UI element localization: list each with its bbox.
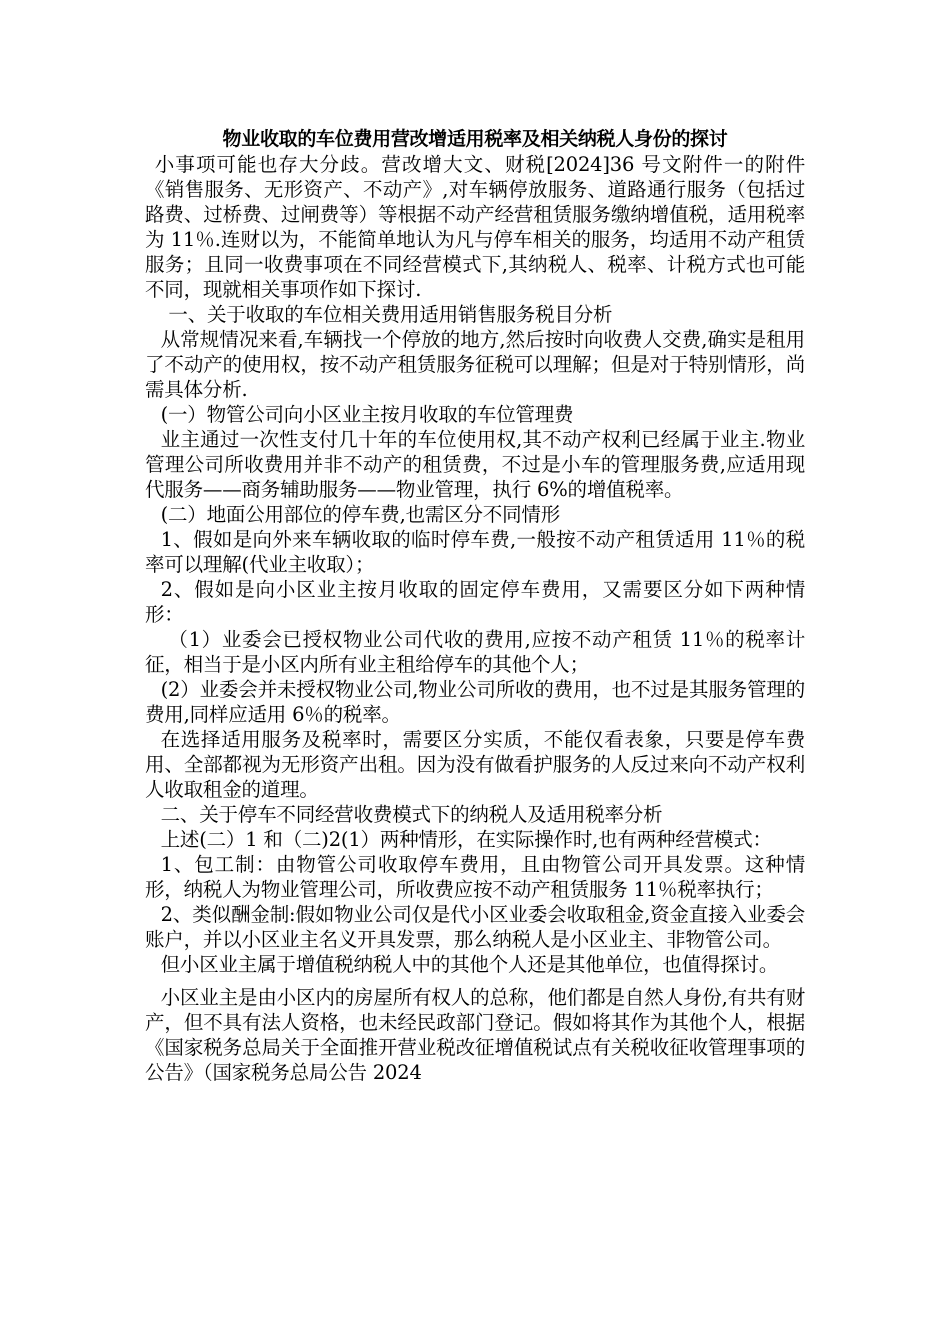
paragraph: 1、假如是向外来车辆收取的临时停车费,一般按不动产租赁适用 11％的税率可以理解(代业主收取）；: [145, 528, 805, 576]
paragraph: 在选择适用服务及税率时，需要区分实质，不能仅看表象，只要是停车费用、全部都视为无形资产出租。因为没有做看护服务的人反过来向不动产权利人收取租金的道理。: [145, 728, 805, 801]
document-title: 物业收取的车位费用营改增适用税率及相关纳税人身份的探讨: [222, 128, 728, 150]
paragraph: 小区业主是由小区内的房屋所有权人的总称，他们都是自然人身份,有共有财产，但不具有法人资格，也未经民政部门登记。假如将其作为其他个人，根据《国家税务总局关于全面推开营业税改征增值税试点有关税收征收管理事项的公告》（国家税务总局公告 2024: [145, 986, 805, 1084]
paragraph: （1）业委会已授权物业公司代收的费用,应按不动产租赁 11％的税率计征，相当于是小区内所有业主租给停车的其他个人；: [145, 628, 805, 676]
section-heading-2: 二、关于停车不同经营收费模式下的纳税人及适用税率分析: [160, 803, 663, 826]
paragraph-intro: 小事项可能也存大分歧。营改增大文、财税[2024]36 号文附件一的附件《销售服务、无形资产、不动产》,对车辆停放服务、道路通行服务（包括过路费、过桥费、过闸费等）等根据不动产经营租赁服务缴纳增值税，适用税率为 11％.连财以为，不能简单地认为凡与停车相关的服务，均适用不动产租赁服务；且同一收费事项在不同经营模式下,其纳税人、税率、计税方式也可能不同，现就相关事项作如下探讨.: [145, 153, 805, 301]
subsection-heading-2: (二）地面公用部位的停车费,也需区分不同情形: [160, 503, 561, 526]
paragraph: 2、假如是向小区业主按月收取的固定停车费用，又需要区分如下两种情形：: [145, 578, 805, 626]
subsection-heading-1: (一）物管公司向小区业主按月收取的车位管理费: [160, 403, 574, 426]
paragraph: (2）业委会并未授权物业公司,物业公司所收的费用，也不过是其服务管理的费用,同样应适用 6％的税率。: [145, 678, 805, 726]
paragraph: 上述(二）1 和（二)2(1）两种情形，在实际操作时,也有两种经营模式：: [160, 828, 772, 851]
document-page: [145, 126, 805, 1085]
paragraph: 2、类似酬金制:假如物业公司仅是代小区业委会收取租金,资金直接入业委会账户，并以小区业主名义开具发票，那么纳税人是小区业主、非物管公司。: [145, 903, 805, 951]
paragraph: 从常规情况来看,车辆找一个停放的地方,然后按时向收费人交费,确实是租用了不动产的使用权，按不动产租赁服务征税可以理解；但是对于特别情形，尚需具体分析.: [145, 328, 805, 401]
section-heading-1: 一、关于收取的车位相关费用适用销售服务税目分析: [168, 303, 613, 326]
paragraph: 1、包工制：由物管公司收取停车费用，且由物管公司开具发票。这种情形，纳税人为物业管理公司，所收费应按不动产租赁服务 11％税率执行；: [145, 853, 805, 901]
paragraph: 业主通过一次性支付几十年的车位使用权,其不动产权利已经属于业主.物业管理公司所收费用并非不动产的租赁费，不过是小车的管理服务费,应适用现代服务——商务辅助服务——物业管理，执行 6%的增值税率。: [145, 428, 805, 501]
paragraph: 但小区业主属于增值税纳税人中的其他个人还是其他单位，也值得探讨。: [160, 953, 779, 976]
